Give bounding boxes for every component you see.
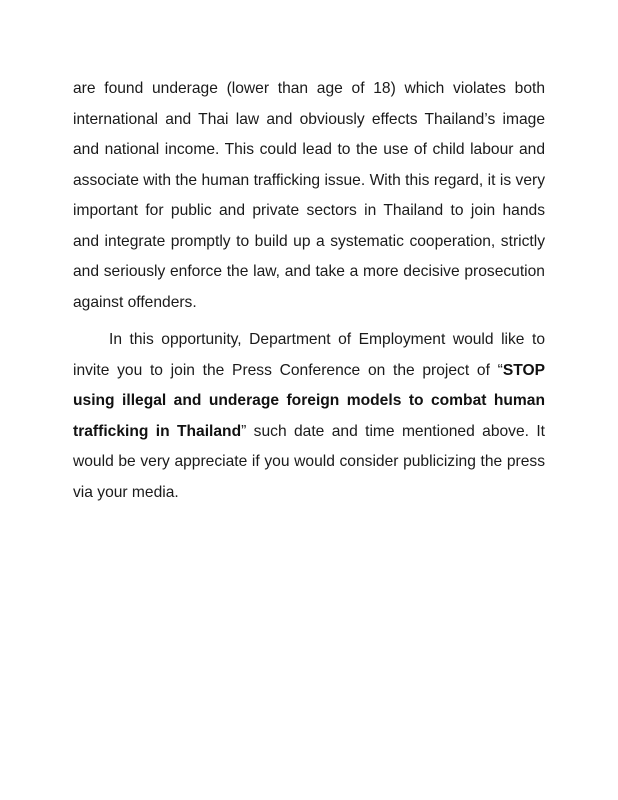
project-title: STOP using illegal and underage foreign models to combat human trafficking in Thailand — [73, 361, 545, 440]
paragraph-text — [73, 325, 545, 508]
paragraph-invitation — [73, 325, 545, 508]
invitation-intro: In this opportunity, Department of Employment would like to invite you to join the Press Conference on the project of “ — [73, 331, 545, 379]
paragraph-continuation — [73, 74, 545, 318]
paragraph-text: are found underage (lower than age of 18) which violates both international and Thai law and obviously effects Thailand’s image and national income. This could lead to the use of child labour and associate with the human trafficking issue. With this regard, it is very important for public and private sectors in Thailand to join hands and integrate promptly to build up a systematic cooperation, strictly and seriously enforce the law, and take a more decisive prosecution against offenders. — [73, 80, 545, 311]
invitation-closing: ” such date and time mentioned above. It would be very appreciate if you would consider publicizing the press via your media. — [73, 422, 546, 501]
